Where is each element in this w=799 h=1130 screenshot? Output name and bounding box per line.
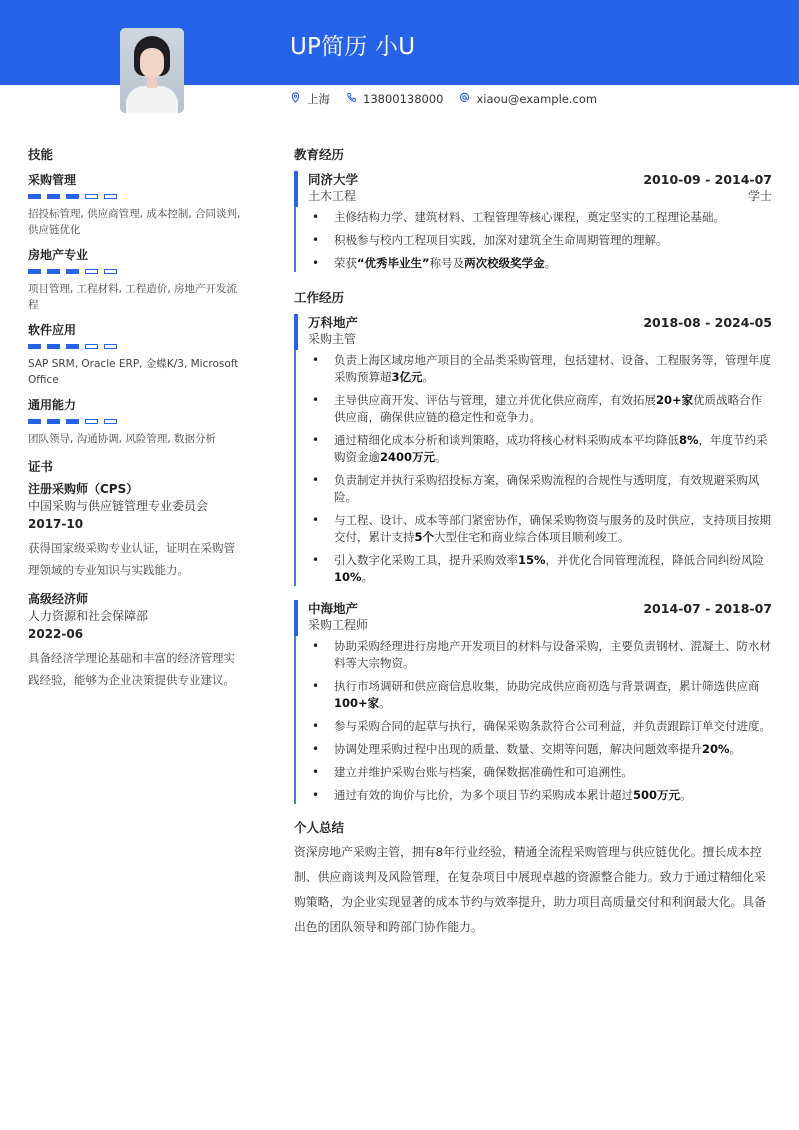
bullet-text: 引入数字化采购工具，提升采购效率	[334, 553, 518, 567]
certificate-issuer: 中国采购与供应链管理专业委员会	[28, 499, 209, 513]
bullet-text: 。	[361, 570, 374, 584]
level-filled	[47, 419, 60, 424]
bullet-text: 通过有效的询价与比价，为多个项目节约采购成本累计超过	[334, 788, 633, 802]
highlight-text: 20%	[702, 742, 730, 756]
bullet-item	[308, 209, 772, 226]
bullet-item	[308, 472, 772, 506]
level-filled	[66, 269, 79, 274]
skill-name: 房地产专业	[28, 248, 89, 262]
highlight-text: 5个	[414, 530, 435, 544]
entry-subheader	[308, 331, 772, 348]
timeline-marker	[294, 600, 298, 636]
level-filled	[47, 344, 60, 349]
bullet-text: 。	[422, 370, 435, 384]
left-column	[28, 145, 243, 701]
bullet-text: 负责制定并执行采购招投标方案，确保采购流程的合规性与透明度，有效规避采购风险。	[334, 473, 760, 504]
skill-name: 通用能力	[28, 398, 77, 412]
summary-text: 资深房地产采购主管，拥有8年行业经验，精通全流程采购管理与供应链优化。擅长成本控制、供应商谈判及风险管理，在复杂项目中展现卓越的资源整合能力。致力于通过精细化采购策略，为企业实现显著的成本节约与效率提升，助力项目高质量交付和利润最大化。具备出色的团队领导和跨部门协作能力。	[294, 845, 766, 934]
bullet-text: 主修结构力学、建筑材料、工程管理等核心课程，奠定坚实的工程理论基础。	[334, 210, 725, 224]
work-title: 工作经历	[294, 290, 345, 305]
bullet-text: 。	[379, 696, 391, 710]
level-empty	[104, 344, 117, 349]
skill-level-bars	[28, 419, 243, 424]
bullet-item	[308, 552, 772, 586]
bullet-text: 执行市场调研和供应商信息收集，协助完成供应商初选与背景调查，累计筛选供应商	[334, 679, 760, 693]
bullet-text: ，年度节约采购资金逾	[334, 433, 768, 464]
bullet-list	[308, 209, 772, 272]
bullet-text: 协调处理采购过程中出现的质量、数量、交期等问题，解决问题效率提升	[334, 742, 702, 756]
highlight-text: “优秀毕业生”	[357, 256, 430, 270]
level-empty	[104, 269, 117, 274]
bullet-list	[308, 352, 772, 586]
contact-email-text: xiaou@example.com	[476, 92, 598, 106]
bullet-item	[308, 255, 772, 272]
bullet-text: 优质战略合作供应商，确保供应链的稳定性和竞争力。	[334, 393, 763, 424]
bullet-text: 主导供应商开发、评估与管理，建立并优化供应商库，有效拓展	[334, 393, 656, 407]
timeline-marker	[294, 314, 298, 350]
timeline-marker	[294, 171, 298, 207]
certificate-desc: 获得国家级采购专业认证，证明在采购管理领域的专业知识与实践能力。	[28, 541, 235, 577]
bullet-text: 。	[544, 256, 557, 270]
profile-photo	[120, 28, 184, 113]
highlight-text: 100+家	[334, 696, 380, 710]
bullet-item	[308, 718, 772, 735]
level-empty	[104, 194, 117, 199]
contact-phone[interactable]	[346, 92, 443, 106]
skill-desc: 项目管理, 工程材料, 工程造价, 房地产开发流程	[28, 283, 238, 311]
bullet-text: 荣获	[334, 256, 357, 270]
certificate-date: 2022-06	[28, 627, 84, 641]
bullet-text: 。	[729, 742, 742, 756]
skill-level-bars	[28, 344, 243, 349]
entry-role: 土木工程	[308, 189, 357, 203]
work-entry	[294, 314, 772, 586]
right-column	[294, 145, 772, 940]
certificates-section	[28, 457, 243, 691]
entry-header	[308, 171, 772, 188]
bullet-item	[308, 432, 772, 466]
skill-desc: 招投标管理, 供应商管理, 成本控制, 合同谈判, 供应链优化	[28, 208, 241, 236]
contact-location-text: 上海	[307, 92, 330, 106]
entry-subheader	[308, 617, 772, 634]
entry-dates: 2014-07 - 2018-07	[643, 601, 772, 616]
entry-header	[308, 600, 772, 617]
certificate-desc: 具备经济学理论基础和丰富的经济管理实践经验，能够为企业决策提供专业建议。	[28, 651, 235, 687]
certificates-title: 证书	[28, 459, 54, 474]
skill-desc: SAP SRM, Oracle ERP, 金蝶K/3, Microsoft Office	[28, 358, 239, 386]
education-entry	[294, 171, 772, 272]
contact-email[interactable]	[459, 92, 597, 106]
bullet-item	[308, 678, 772, 712]
bullet-item	[308, 512, 772, 546]
work-entry	[294, 600, 772, 804]
skill-name: 软件应用	[28, 323, 77, 337]
level-empty	[104, 419, 117, 424]
highlight-text: 15%	[518, 553, 546, 567]
summary-section	[294, 818, 772, 940]
highlight-text: 10%	[334, 570, 362, 584]
education-section	[294, 145, 772, 272]
skill-desc: 团队领导, 沟通协调, 风险管理, 数据分析	[28, 433, 217, 445]
bullet-text: 大型住宅和商业综合体项目顺利竣工。	[434, 530, 630, 544]
highlight-text: 8%	[679, 433, 699, 447]
bullet-item	[308, 764, 772, 781]
phone-icon	[346, 92, 357, 106]
certificate-item	[28, 591, 243, 691]
contact-phone-text: 13800138000	[363, 92, 444, 106]
level-empty	[85, 344, 98, 349]
level-filled	[28, 419, 41, 424]
level-filled	[66, 419, 79, 424]
bullet-item	[308, 787, 772, 804]
bullet-list	[308, 638, 772, 804]
entry-dates: 2018-08 - 2024-05	[643, 315, 772, 330]
entry-org: 万科地产	[308, 315, 359, 330]
skill-item	[28, 246, 243, 313]
timeline-rail	[294, 314, 296, 586]
skills-section	[28, 145, 243, 447]
entry-role: 采购主管	[308, 332, 357, 346]
certificate-name: 高级经济师	[28, 592, 89, 606]
entry-degree: 学士	[747, 189, 772, 203]
highlight-text: 2400万元	[380, 450, 436, 464]
bullet-text: 称号及	[429, 256, 465, 270]
highlight-text: 两次校级奖学金	[464, 256, 545, 270]
certificate-item	[28, 481, 243, 581]
bullet-item	[308, 638, 772, 672]
level-filled	[28, 194, 41, 199]
level-filled	[28, 269, 41, 274]
entry-subheader	[308, 188, 772, 205]
at-sign-icon	[459, 92, 470, 106]
level-empty	[85, 194, 98, 199]
skill-item	[28, 396, 243, 447]
bullet-text: 积极参与校内工程项目实践，加深对建筑全生命周期管理的理解。	[334, 233, 668, 247]
summary-title: 个人总结	[294, 820, 345, 835]
bullet-item	[308, 232, 772, 249]
entry-role: 采购工程师	[308, 618, 369, 632]
entry-dates: 2010-09 - 2014-07	[643, 172, 772, 187]
bullet-text: 建立并维护采购台账与档案，确保数据准确性和可追溯性。	[334, 765, 633, 779]
bullet-text: 。	[435, 450, 447, 464]
level-filled	[47, 194, 60, 199]
skills-title: 技能	[28, 147, 54, 162]
level-filled	[66, 344, 79, 349]
bullet-text: 负责上海区域房地产项目的全品类采购管理，包括建材、设备、工程服务等，管理年度采购预算超	[334, 353, 771, 384]
level-empty	[85, 269, 98, 274]
contact-bar	[290, 91, 597, 107]
bullet-text: 。	[680, 788, 692, 802]
level-empty	[85, 419, 98, 424]
skill-item	[28, 321, 243, 388]
bullet-text: 参与采购合同的起草与执行，确保采购条款符合公司利益，并负责跟踪订单交付进度。	[334, 719, 771, 733]
level-filled	[66, 194, 79, 199]
skill-level-bars	[28, 194, 243, 199]
bullet-item	[308, 392, 772, 426]
highlight-text: 3亿元	[391, 370, 423, 384]
work-section	[294, 288, 772, 804]
entry-header	[308, 314, 772, 331]
education-title: 教育经历	[294, 147, 345, 162]
bullet-text: 与工程、设计、成本等部门紧密协作，确保采购物资与服务的及时供应，支持项目按期交付，累计支持	[334, 513, 771, 544]
bullet-text: 通过精细化成本分析和谈判策略，成功将核心材料采购成本平均降低	[334, 433, 679, 447]
certificate-issuer: 人力资源和社会保障部	[28, 609, 149, 623]
certificate-name: 注册采购师（CPS）	[28, 482, 139, 496]
bullet-text: ，并优化合同管理流程，降低合同纠纷风险	[545, 553, 765, 567]
contact-location	[290, 91, 330, 107]
bullet-item	[308, 352, 772, 386]
location-pin-icon	[290, 92, 301, 106]
skill-name: 采购管理	[28, 173, 77, 187]
level-filled	[47, 269, 60, 274]
highlight-text: 500万元	[633, 788, 681, 802]
highlight-text: 20+家	[656, 393, 694, 407]
skill-item	[28, 171, 243, 238]
candidate-name: UP简历 小U	[290, 34, 416, 60]
bullet-text: 协助采购经理进行房地产开发项目的材料与设备采购，主要负责钢材、混凝土、防水材料等大宗物资。	[334, 639, 771, 670]
entry-org: 同济大学	[308, 172, 359, 187]
entry-org: 中海地产	[308, 601, 359, 616]
skill-level-bars	[28, 269, 243, 274]
bullet-item	[308, 741, 772, 758]
certificate-date: 2017-10	[28, 517, 84, 531]
level-filled	[28, 344, 41, 349]
